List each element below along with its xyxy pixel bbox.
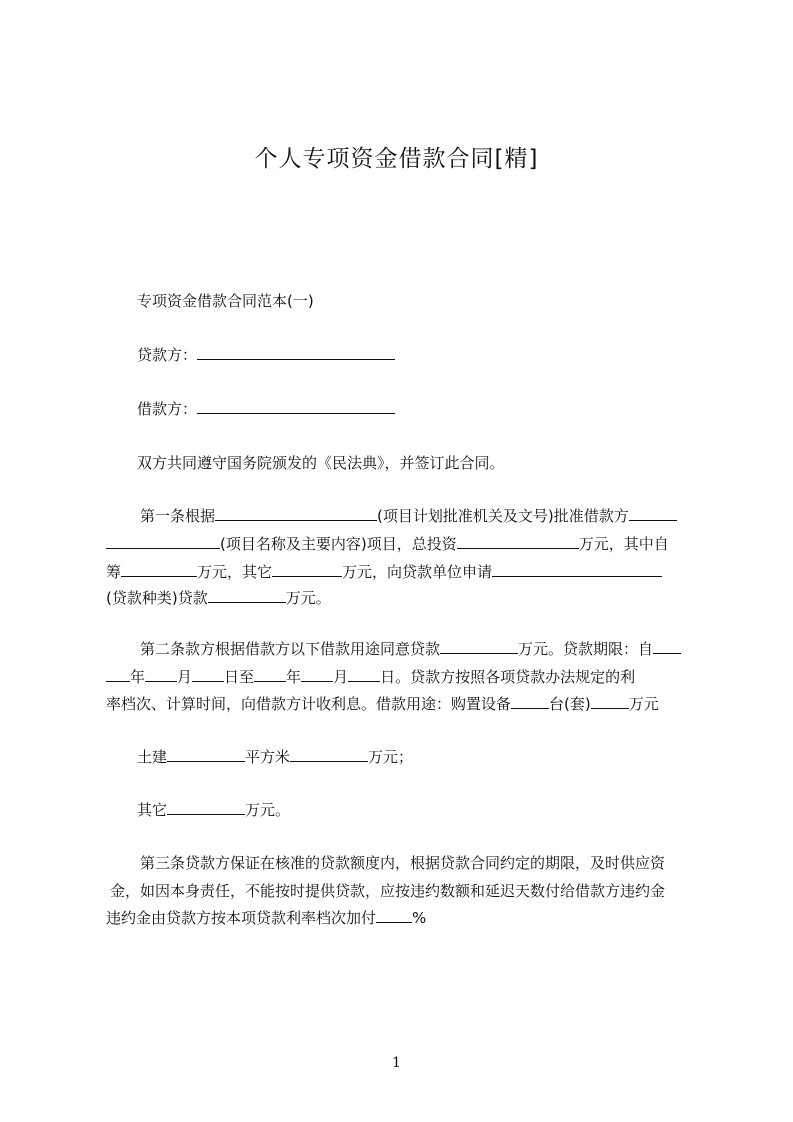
civil-text-b: 平方米 — [245, 748, 291, 766]
art2-text-b: 万元。贷款期限：自 — [518, 640, 654, 658]
art2-text-k: 万元 — [628, 695, 659, 713]
other-amount-blank[interactable] — [167, 800, 245, 815]
civil-works-line — [137, 746, 413, 767]
other-line — [137, 799, 290, 820]
art2-text-e: 日至 — [224, 668, 255, 686]
art1-text-e: 筹 — [106, 563, 122, 581]
art3-text-a: 违约金由贷款方按本项贷款利率档次加付 — [106, 909, 377, 927]
lender-line — [137, 344, 395, 365]
civil-text-c: 万元； — [368, 748, 414, 766]
art2-text-g: 月 — [333, 668, 349, 686]
agreed-loan-blank[interactable] — [440, 639, 518, 654]
other-text-a: 其它 — [137, 801, 168, 819]
article-1-line-4 — [106, 587, 698, 608]
civil-area-blank[interactable] — [167, 747, 245, 762]
equipment-count-blank[interactable] — [511, 694, 549, 709]
art1-text-g: 万元，向贷款单位申请 — [342, 563, 493, 581]
document-title: 个人专项资金借款合同[精] — [254, 146, 539, 172]
art2-text-j: 台(套) — [549, 695, 591, 713]
civil-text-a: 土建 — [137, 748, 168, 766]
end-day-blank[interactable] — [348, 667, 380, 682]
art2-text-c: 年 — [130, 668, 146, 686]
start-day-blank[interactable] — [192, 667, 224, 682]
loan-unit-blank[interactable] — [492, 562, 662, 577]
project-name-blank[interactable] — [106, 534, 220, 549]
penalty-rate-blank[interactable] — [376, 908, 412, 923]
equipment-amount-blank[interactable] — [591, 694, 629, 709]
art1-text-b: (项目计划批准机关及文号)批准借款方 — [377, 507, 629, 525]
art1-text-h: (贷款种类)贷款 — [106, 589, 208, 607]
article-2-line-2 — [106, 666, 698, 687]
art1-text-d: 万元，其中自 — [578, 535, 669, 553]
self-funded-blank[interactable] — [121, 562, 197, 577]
art1-text-i: 万元。 — [285, 589, 331, 607]
end-year-blank[interactable] — [254, 667, 286, 682]
art1-text-a: 第一条根据 — [140, 507, 216, 525]
borrower-label: 借款方： — [137, 400, 198, 418]
civil-amount-blank[interactable] — [290, 747, 368, 762]
article-1-line-3 — [106, 561, 698, 582]
contract-subtitle: 专项资金借款合同范本(一) — [137, 292, 314, 310]
article-3-line-2: 金，如因本身责任，不能按时提供贷款，应按违约数额和延迟天数付给借款方违约金 — [110, 882, 666, 900]
article-2-line-3 — [106, 693, 698, 714]
art2-text-i: 率档次、计算时间，向借款方计收利息。借款用途：购置设备 — [106, 695, 512, 713]
borrower-name-blank[interactable] — [629, 506, 677, 521]
end-month-blank[interactable] — [301, 667, 333, 682]
start-month-blank[interactable] — [145, 667, 177, 682]
art3-text-b: % — [412, 909, 427, 927]
total-investment-blank[interactable] — [457, 534, 579, 549]
art2-text-d: 月 — [177, 668, 193, 686]
start-year-blank[interactable] — [106, 667, 130, 682]
page-number: 1 — [392, 1055, 401, 1071]
article-2-line-1 — [140, 638, 681, 659]
art2-text-h: 日。贷款方按照各项贷款办法规定的利 — [380, 668, 636, 686]
art2-text-a: 第二条款方根据借款方以下借款用途同意贷款 — [140, 640, 441, 658]
article-3-line-3 — [106, 907, 698, 928]
lender-blank[interactable] — [197, 345, 395, 360]
preamble: 双方共同遵守国务院颁发的《民法典》，并签订此合同。 — [137, 454, 505, 472]
borrower-line — [137, 398, 395, 419]
art2-text-f: 年 — [286, 668, 302, 686]
other-funds-blank[interactable] — [272, 562, 342, 577]
borrower-blank[interactable] — [197, 399, 395, 414]
lender-label: 贷款方： — [137, 346, 198, 364]
article-1-line-2 — [106, 533, 698, 554]
article-3-line-1: 第三条贷款方保证在核准的贷款额度内，根据贷款合同约定的期限，及时供应资 — [140, 854, 666, 872]
start-blank[interactable] — [653, 639, 681, 654]
article-1-line-1 — [140, 505, 677, 526]
other-text-b: 万元。 — [245, 801, 291, 819]
approval-authority-blank[interactable] — [215, 506, 377, 521]
loan-amount-blank[interactable] — [208, 588, 286, 603]
art1-text-c: (项目名称及主要内容)项目，总投资 — [220, 535, 457, 553]
art1-text-f: 万元，其它 — [197, 563, 273, 581]
